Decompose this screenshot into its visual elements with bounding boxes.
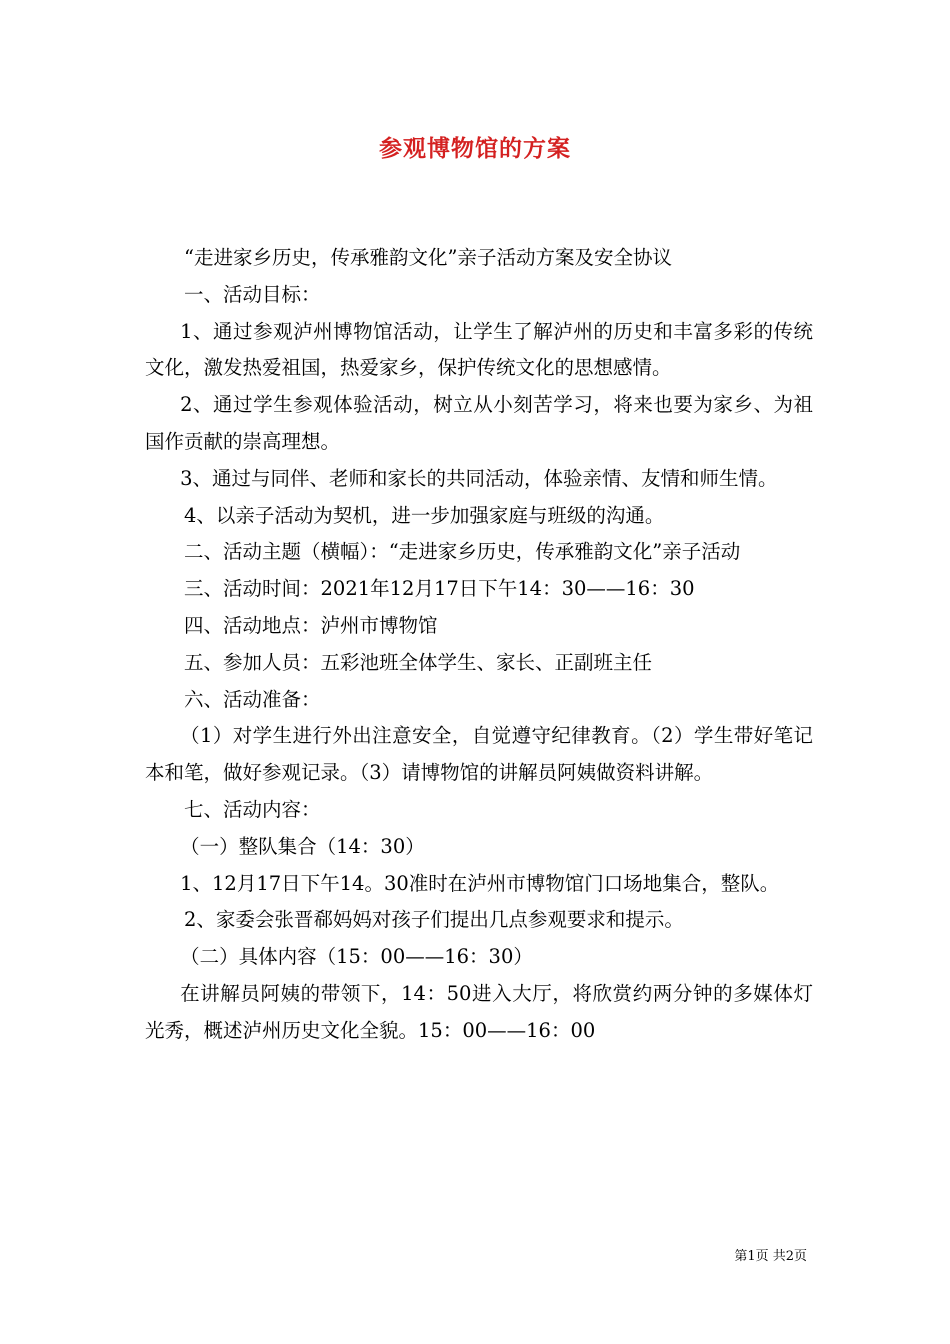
paragraph-subtitle: “走进家乡历史，传承雅韵文化”亲子活动方案及安全协议 (184, 246, 672, 269)
paragraph-goal-3: 3、通过与同伴、老师和家长的共同活动，体验亲情、友情和师生情。 (180, 466, 778, 490)
paragraph-content-2: （二）具体内容（15：00——16：30） (180, 945, 533, 969)
paragraph-section-7: 七、活动内容： (184, 797, 321, 821)
paragraph-section-4: 四、活动地点：泸州市博物馆 (184, 613, 438, 637)
paragraph-content-1-item-2: 2、家委会张晋郗妈妈对孩子们提出几点参观要求和提示。 (184, 908, 684, 932)
paragraph-content-2-detail: 在讲解员阿姨的带领下，14：50进入大厅，将欣赏约两分钟的多媒体灯光秀，概述泸州历史文化全貌。15：00——16：00 (145, 981, 813, 1042)
paragraph-goal-2: 2、通过学生参观体验活动，树立从小刻苦学习，将来也要为家乡、为祖国作贡献的崇高理想。 (145, 393, 813, 453)
paragraph-section-3: 三、活动时间：2021年12月17日下午14：30——16：30 (184, 577, 695, 601)
paragraph-section-6: 六、活动准备： (184, 687, 321, 711)
paragraph-content-1: （一）整队集合（14：30） (180, 834, 425, 858)
paragraph-section-5: 五、参加人员：五彩池班全体学生、家长、正副班主任 (184, 650, 653, 674)
paragraph-content-1-item-1: 1、12月17日下午14。30准时在泸州市博物馆门口场地集合，整队。 (180, 871, 780, 895)
paragraph-preparation: （1）对学生进行外出注意安全，自觉遵守纪律教育。（2）学生带好笔记本和笔，做好参观记录。（3）请博物馆的讲解员阿姨做资料讲解。 (145, 724, 813, 785)
page-number: 第1页 共2页 (734, 1249, 807, 1264)
paragraph-section-1: 一、活动目标： (184, 282, 321, 306)
document-body (145, 240, 813, 1050)
page-title: 参观博物馆的方案 (379, 135, 571, 162)
paragraph-goal-4: 4、以亲子活动为契机，进一步加强家庭与班级的沟通。 (184, 503, 665, 527)
paragraph-goal-1: 1、通过参观泸州博物馆活动，让学生了解泸州的历史和丰富多彩的传统文化，激发热爱祖国，热爱家乡，保护传统文化的思想感情。 (145, 319, 813, 380)
paragraph-section-2: 二、活动主题（横幅）：“走进家乡历史，传承雅韵文化”亲子活动 (184, 540, 741, 564)
